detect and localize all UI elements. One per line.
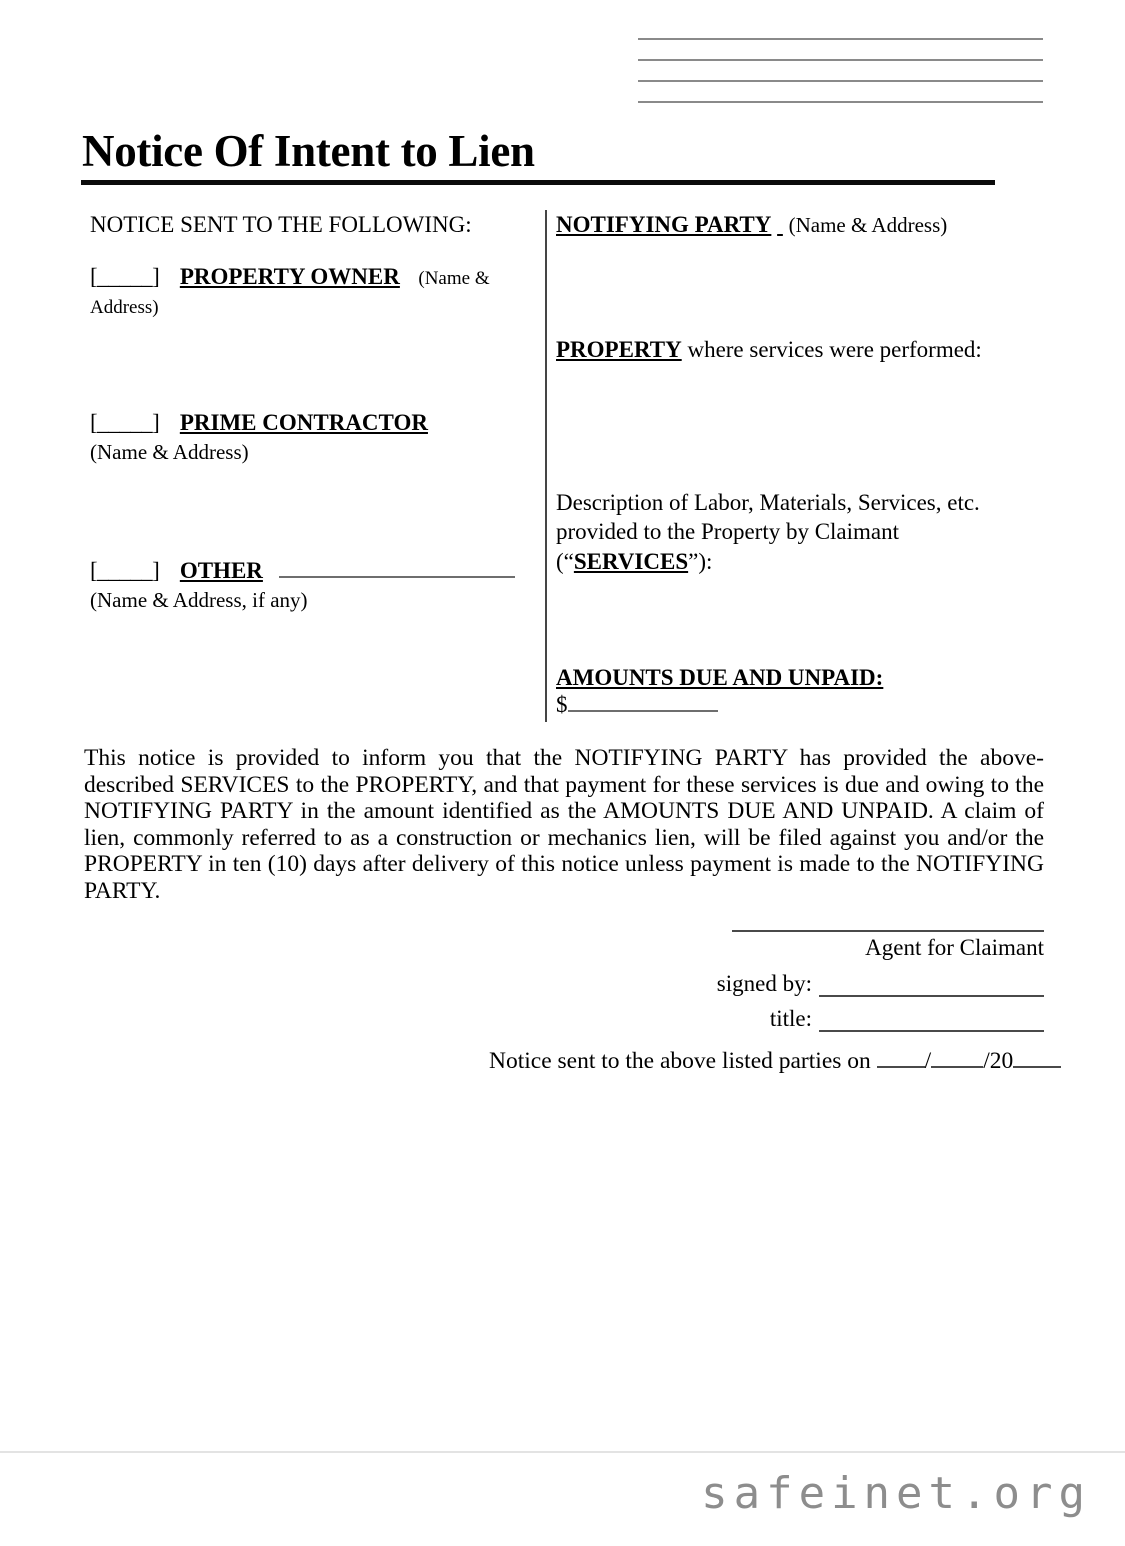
header-blank-line-1[interactable] <box>638 38 1043 40</box>
notice-body-paragraph: This notice is provided to inform you that the NOTIFYING PARTY has provided the above-described SERVICES to the PROPERTY, and that payment for these services is due and owing to the NOTIFYING PARTY in the amount identified as the AMOUNTS DUE AND UNPAID. A claim of lien, commonly referred to as a construction or mechanics lien, will be filed against you and/or the PROPERTY in ten (10) days after delivery of this notice unless payment is made to the NOTIFYING PARTY. <box>84 745 1044 904</box>
signed-by-input-line[interactable] <box>819 975 1044 997</box>
notifying-party-block <box>556 210 1036 240</box>
title-label: title: <box>769 1005 812 1031</box>
title-field[interactable] <box>560 1006 1044 1032</box>
header-blank-line-3[interactable] <box>638 80 1043 82</box>
services-description-block <box>556 488 1026 576</box>
column-divider <box>545 210 547 722</box>
property-block <box>556 335 1036 365</box>
note-property-owner: (Name & Address) <box>90 268 490 319</box>
checkbox-prime-contractor[interactable]: [_____] <box>90 410 160 435</box>
label-property: PROPERTY <box>556 337 682 362</box>
services-description-line2: provided to the Property by Claimant <box>556 519 900 545</box>
title-input-line[interactable] <box>819 1010 1044 1032</box>
note-notifying-party: (Name & Address) <box>788 213 948 237</box>
signature-rule[interactable] <box>732 930 1044 932</box>
signed-by-label: signed by: <box>716 970 812 996</box>
date-year-line[interactable] <box>1013 1049 1061 1068</box>
header-blank-line-2[interactable] <box>638 59 1043 61</box>
date-day-line[interactable] <box>931 1049 983 1068</box>
footer-divider <box>0 1451 1125 1453</box>
property-rest-text: where services were performed: <box>687 337 982 362</box>
label-prime-contractor: PRIME CONTRACTOR <box>179 410 428 435</box>
other-fill-line[interactable] <box>279 559 515 578</box>
services-term-line <box>556 547 1026 576</box>
label-other: OTHER <box>179 558 263 583</box>
recipient-row-prime-contractor[interactable] <box>90 408 520 467</box>
signature-block <box>560 930 1044 1032</box>
label-amounts-due-unpaid: AMOUNTS DUE AND UNPAID: <box>556 665 884 690</box>
notice-sent-to-heading: NOTICE SENT TO THE FOLLOWING: <box>90 212 472 237</box>
label-notifying-party: NOTIFYING PARTY <box>556 212 772 237</box>
left-column <box>90 210 530 613</box>
checkbox-property-owner[interactable]: [_____] <box>90 264 160 289</box>
recipient-row-property-owner[interactable] <box>90 262 520 321</box>
title-underline-rule <box>81 180 995 185</box>
signed-by-field[interactable] <box>560 971 1044 997</box>
date-year-prefix: /20 <box>983 1048 1014 1074</box>
amount-fill-line[interactable] <box>568 693 718 712</box>
amounts-due-block <box>556 665 1026 718</box>
header-blank-lines <box>638 38 1043 122</box>
label-property-owner: PROPERTY OWNER <box>179 264 400 289</box>
note-other: (Name & Address, if any) <box>90 588 308 613</box>
checkbox-other[interactable]: [_____] <box>90 558 160 583</box>
amount-field-row[interactable] <box>556 692 1026 718</box>
services-description-line1: Description of Labor, Materials, Services, etc. <box>556 490 980 515</box>
date-month-line[interactable] <box>877 1049 925 1068</box>
agent-for-claimant-caption: Agent for Claimant <box>865 935 1044 960</box>
services-open-quote: (“ <box>556 548 574 574</box>
recipient-row-other[interactable] <box>90 556 530 615</box>
footer-watermark: safeinet.org <box>701 1468 1091 1519</box>
page-title: Notice Of Intent to Lien <box>82 126 535 176</box>
header-blank-line-4[interactable] <box>638 101 1043 103</box>
date-separator-1: / <box>924 1048 932 1074</box>
notice-sent-on-label: Notice sent to the above listed parties on <box>489 1048 871 1074</box>
services-close-quote: ”): <box>688 548 713 574</box>
label-services: SERVICES <box>573 548 689 574</box>
notice-sent-on-row[interactable] <box>489 1048 1061 1075</box>
note-prime-contractor: (Name & Address) <box>90 440 249 465</box>
currency-symbol: $ <box>556 692 568 717</box>
